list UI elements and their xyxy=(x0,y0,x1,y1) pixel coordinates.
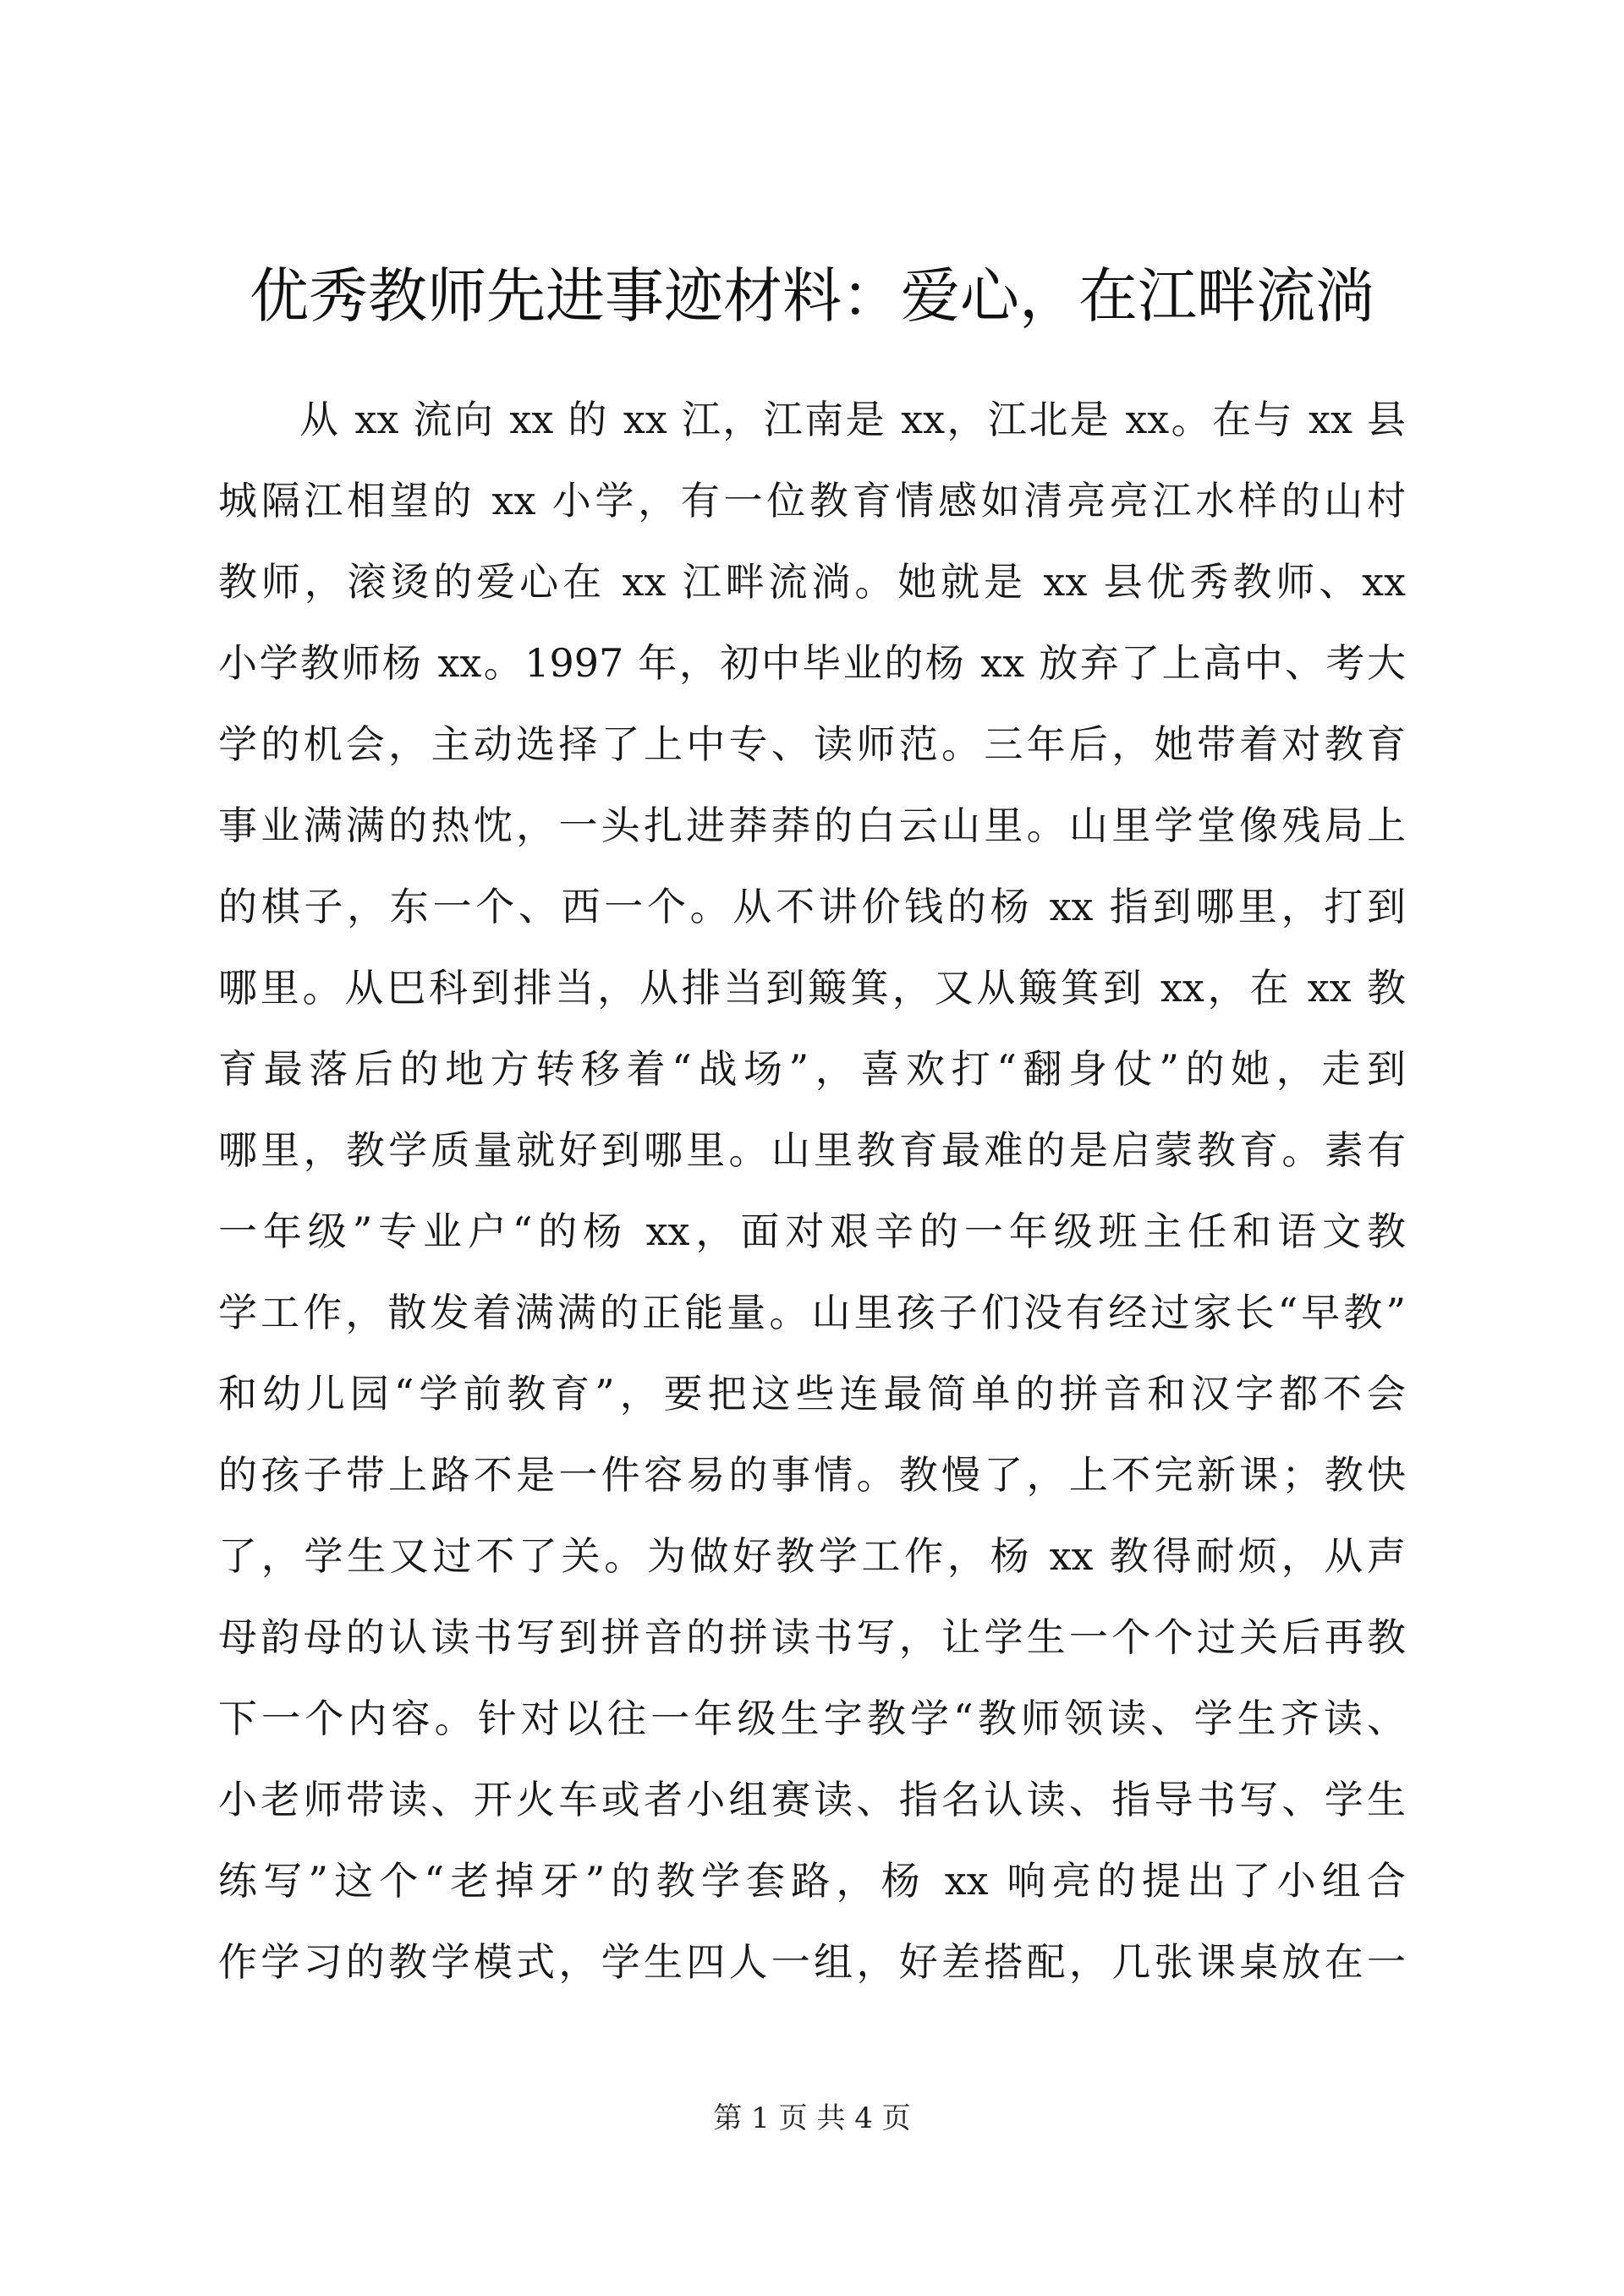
body-line: 一年级”专业户“的杨 xx，面对艰辛的一年级班主任和语文教 xyxy=(218,1208,1406,1254)
body-line: 学工作，散发着满满的正能量。山里孩子们没有经过家长“早教” xyxy=(218,1290,1406,1335)
body-line: 哪里。从巴科到排当，从排当到簸箕，又从簸箕到 xx，在 xx 教 xyxy=(218,965,1406,1011)
body-line: 从 xx 流向 xx 的 xx 江，江南是 xx，江北是 xx。在与 xx 县 xyxy=(299,397,1406,442)
page-footer: 第 1 页 共 4 页 xyxy=(713,2101,911,2135)
body-line: 哪里，教学质量就好到哪里。山里教育最难的是启蒙教育。素有 xyxy=(218,1127,1406,1173)
body-line: 的棋子，东一个、西一个。从不讲价钱的杨 xx 指到哪里，打到 xyxy=(218,884,1406,929)
body-line: 的孩子带上路不是一件容易的事情。教慢了，上不完新课；教快 xyxy=(218,1452,1406,1498)
body-line: 练写”这个“老掉牙”的教学套路，杨 xx 响亮的提出了小组合 xyxy=(218,1858,1406,1904)
body-line: 小老师带读、开火车或者小组赛读、指名认读、指导书写、学生 xyxy=(218,1777,1406,1822)
body-line: 下一个内容。针对以往一年级生字教学“教师领读、学生齐读、 xyxy=(218,1696,1406,1741)
body-line: 了，学生又过不了关。为做好教学工作，杨 xx 教得耐烦，从声 xyxy=(218,1533,1406,1579)
body-line: 学的机会，主动选择了上中专、读师范。三年后，她带着对教育 xyxy=(218,721,1406,767)
body-line: 育最落后的地方转移着“战场”，喜欢打“翻身仗”的她，走到 xyxy=(218,1046,1406,1092)
body-line: 母韵母的认读书写到拼音的拼读书写，让学生一个个过关后再教 xyxy=(218,1614,1406,1660)
body-line: 城隔江相望的 xx 小学，有一位教育情感如清亮亮江水样的山村 xyxy=(218,478,1406,523)
body-line: 事业满满的热忱，一头扎进莽莽的白云山里。山里学堂像残局上 xyxy=(218,803,1406,848)
body-line: 教师，滚烫的爱心在 xx 江畔流淌。她就是 xx 县优秀教师、xx xyxy=(218,559,1406,605)
body-line: 和幼儿园“学前教育”，要把这些连最简单的拼音和汉字都不会 xyxy=(218,1371,1406,1417)
body-line: 小学教师杨 xx。1997 年，初中毕业的杨 xx 放弃了上高中、考大 xyxy=(218,640,1406,686)
document-body xyxy=(218,379,1406,2003)
body-line: 作学习的教学模式，学生四人一组，好差搭配，几张课桌放在一 xyxy=(218,1939,1406,1985)
document-title: 优秀教师先进事迹材料：爱心，在江畔流淌 xyxy=(250,261,1374,331)
